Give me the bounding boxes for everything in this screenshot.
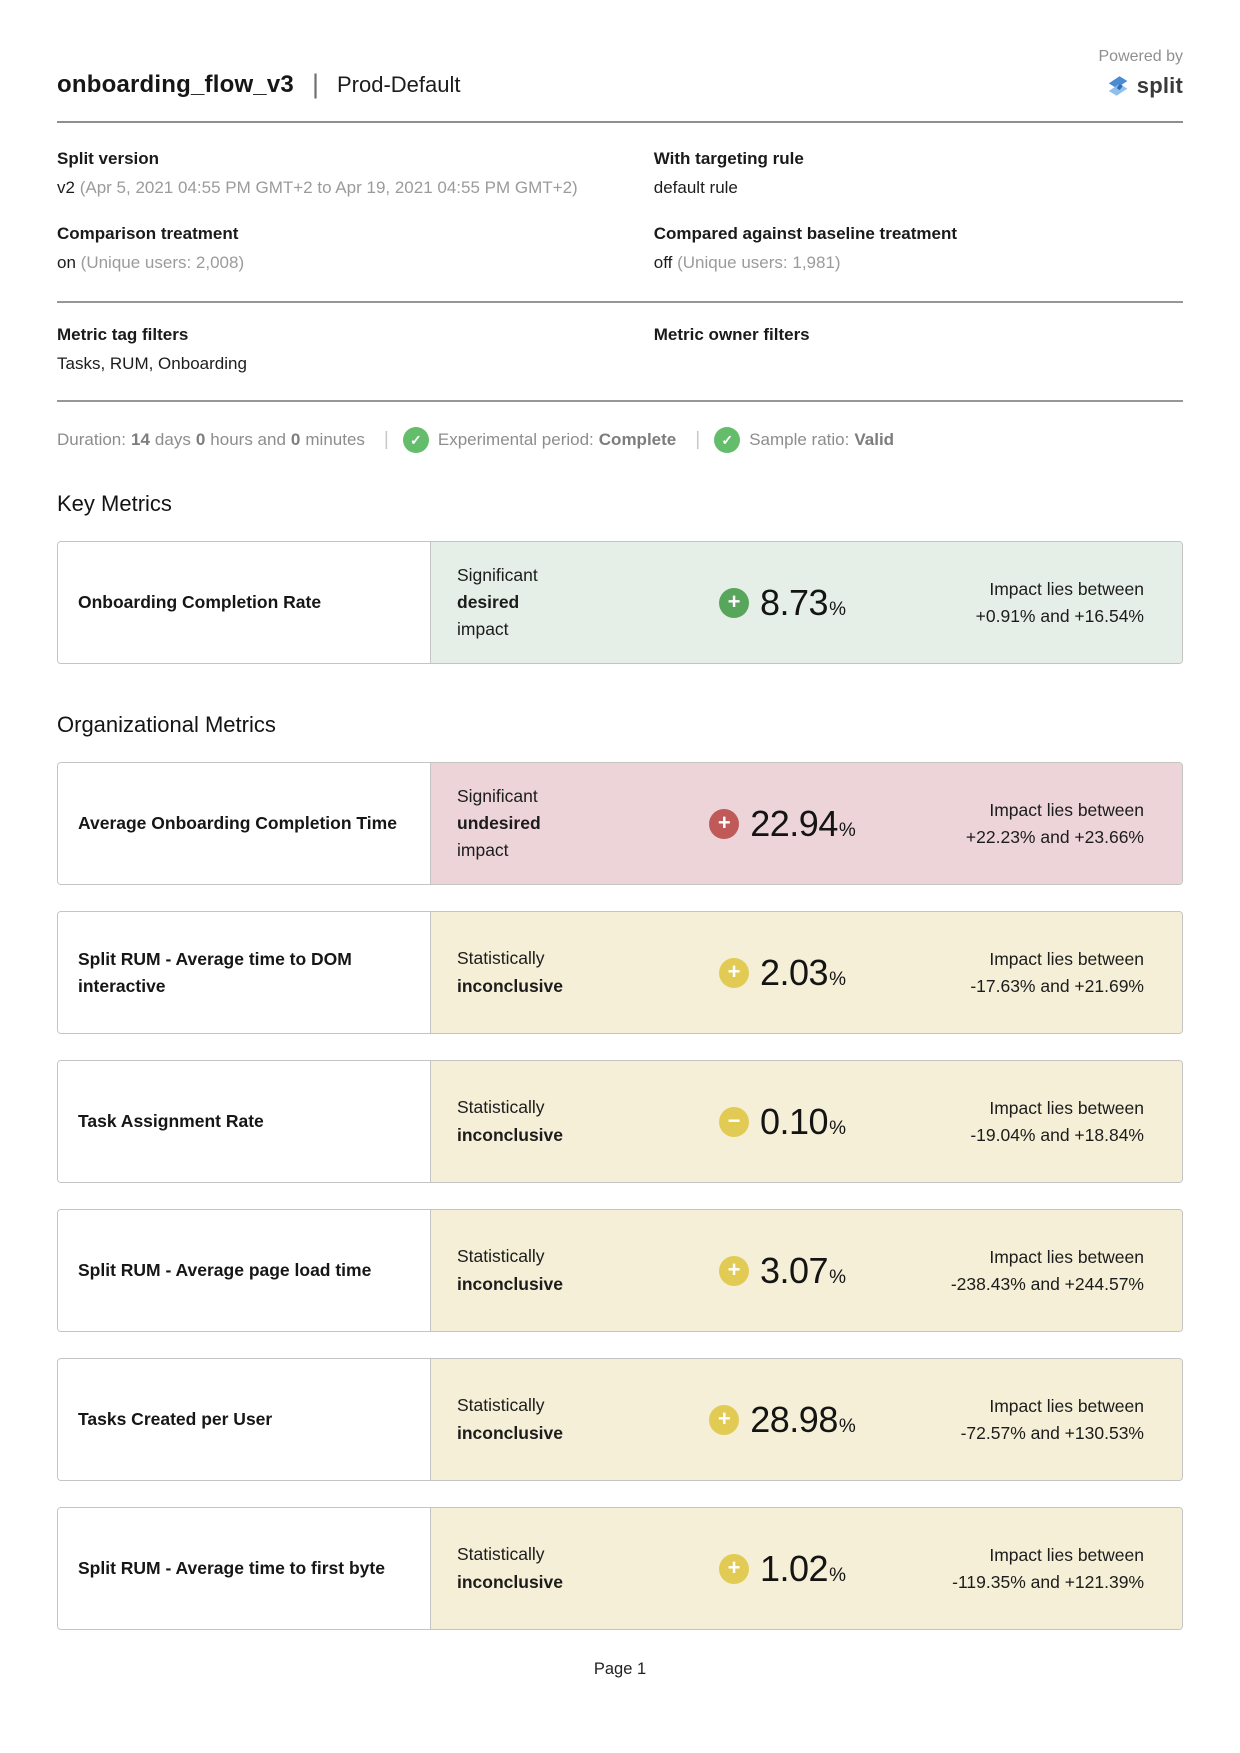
- powered-by: [1099, 48, 1184, 99]
- metric-value-group: [663, 1399, 928, 1441]
- split-name-title: onboarding_flow_v3: [57, 71, 294, 98]
- metric-status: Statistically inconclusive: [457, 1246, 564, 1294]
- metric-card: [57, 911, 1183, 1034]
- field-targeting-rule: [654, 149, 1183, 198]
- duration-minutes: 0: [290, 430, 301, 449]
- field-metric-owner-filters: [654, 325, 1183, 374]
- organizational-metrics-heading: Organizational Metrics: [57, 712, 276, 737]
- impact-range: Impact lies between -72.57% and +130.53%: [960, 1396, 1144, 1443]
- minus-icon: −: [719, 1107, 749, 1137]
- metric-card: [57, 1507, 1183, 1630]
- title-separator: |: [311, 68, 319, 99]
- sample-ratio-value: Valid: [854, 430, 895, 449]
- metric-value-group: [663, 1101, 928, 1143]
- metric-value: 1.02%: [760, 1547, 846, 1589]
- metric-value: 8.73%: [760, 581, 846, 623]
- metric-value-group: [663, 1548, 928, 1590]
- field-value: v2 (Apr 5, 2021 04:55 PM GMT+2 to Apr 19, 2021 04:55 PM GMT+2): [57, 178, 578, 197]
- field-value: on (Unique users: 2,008): [57, 253, 245, 272]
- check-icon: ✓: [714, 427, 740, 453]
- metric-status: Statistically inconclusive: [457, 1097, 564, 1145]
- impact-range: Impact lies between -19.04% and +18.84%: [970, 1098, 1144, 1145]
- impact-range: Impact lies between -17.63% and +21.69%: [970, 949, 1144, 996]
- powered-by-label: Powered by: [1098, 48, 1183, 65]
- metric-status: Significant desired impact: [457, 564, 538, 640]
- metric-card: [57, 1060, 1183, 1183]
- title-row: [57, 68, 461, 99]
- report-header: [57, 0, 1183, 123]
- metric-status: Statistically inconclusive: [457, 948, 564, 996]
- duration-days: 14: [130, 430, 150, 449]
- duration-label: Duration:: [57, 430, 126, 449]
- field-label: With targeting rule: [653, 149, 804, 168]
- environment-name: Prod-Default: [336, 72, 461, 97]
- separator: |: [383, 429, 389, 450]
- field-value: default rule: [653, 178, 738, 197]
- field-label: Split version: [57, 149, 160, 168]
- field-value: [654, 354, 1183, 374]
- metric-value: 3.07%: [760, 1249, 846, 1291]
- impact-range: Impact lies between -238.43% and +244.57%: [950, 1247, 1144, 1294]
- page-number: Page 1: [593, 1660, 647, 1678]
- metric-card: [57, 1358, 1183, 1481]
- metric-name: Split RUM - Average time to DOM interactive: [58, 912, 431, 1033]
- key-metrics-heading: Key Metrics: [57, 491, 172, 516]
- field-metric-tag-filters: [57, 325, 654, 374]
- metric-card: [57, 1209, 1183, 1332]
- metric-name: Split RUM - Average page load time: [58, 1210, 431, 1331]
- field-note: (Unique users: 1,981): [677, 253, 841, 272]
- metric-value-group: [663, 803, 928, 845]
- duration-hours: 0: [195, 430, 206, 449]
- metric-name: Tasks Created per User: [58, 1359, 431, 1480]
- metric-result: [431, 1359, 1182, 1480]
- plus-icon: +: [719, 958, 749, 988]
- impact-range: Impact lies between +22.23% and +23.66%: [965, 800, 1144, 847]
- metric-value: 0.10%: [760, 1100, 846, 1142]
- split-logo-icon: [1105, 73, 1131, 99]
- metric-value: 22.94%: [750, 802, 856, 844]
- plus-icon: +: [709, 809, 739, 839]
- brand-row: [1099, 73, 1184, 99]
- experimental-period-value: Complete: [598, 430, 677, 449]
- metric-result: [431, 542, 1182, 663]
- plus-icon: +: [719, 588, 749, 618]
- plus-icon: +: [719, 1256, 749, 1286]
- field-note: (Unique users: 2,008): [80, 253, 245, 272]
- metric-name: Task Assignment Rate: [58, 1061, 431, 1182]
- field-label: Metric tag filters: [57, 325, 189, 344]
- impact-range: Impact lies between +0.91% and +16.54%: [975, 579, 1144, 626]
- brand-name: split: [1136, 73, 1183, 98]
- check-icon: ✓: [403, 427, 429, 453]
- field-split-version: [57, 149, 654, 198]
- metric-result: [431, 1061, 1182, 1182]
- metric-value: 2.03%: [760, 951, 846, 993]
- metric-result: [431, 912, 1182, 1033]
- metric-name: Split RUM - Average time to first byte: [58, 1508, 431, 1629]
- metric-filters: [57, 303, 1183, 400]
- metric-value-group: [663, 1250, 928, 1292]
- impact-range: Impact lies between -119.35% and +121.39%: [952, 1545, 1144, 1592]
- field-baseline-treatment: [654, 224, 1183, 273]
- metric-status: Statistically inconclusive: [457, 1395, 564, 1443]
- field-label: Comparison treatment: [57, 224, 239, 243]
- experimental-period-label: Experimental period:: [437, 430, 594, 449]
- sample-ratio-label: Sample ratio:: [749, 430, 850, 449]
- field-value: off (Unique users: 1,981): [653, 253, 841, 272]
- metric-result: [431, 1210, 1182, 1331]
- separator: |: [695, 429, 701, 450]
- metric-name: Onboarding Completion Rate: [58, 542, 431, 663]
- metric-value-group: [663, 582, 928, 624]
- plus-icon: +: [719, 1554, 749, 1584]
- metric-card: [57, 762, 1183, 885]
- metric-card: [57, 541, 1183, 664]
- experiment-details: [57, 123, 1183, 301]
- field-note: (Apr 5, 2021 04:55 PM GMT+2 to Apr 19, 2021 04:55 PM GMT+2): [79, 178, 578, 197]
- plus-icon: +: [709, 1405, 739, 1435]
- field-comparison-treatment: [57, 224, 654, 273]
- metric-result: [431, 763, 1182, 884]
- experiment-status-bar: Duration: 14 days 0 hours and 0 minutes | ✓ Experimental period: Complete | ✓ Sample ratio: Valid: [57, 402, 1183, 477]
- field-label: Metric owner filters: [653, 325, 810, 344]
- metric-name: Average Onboarding Completion Time: [58, 763, 431, 884]
- metric-status: Significant undesired impact: [457, 785, 541, 861]
- metric-result: [431, 1508, 1182, 1629]
- field-value: Tasks, RUM, Onboarding: [57, 354, 247, 373]
- metric-status: Statistically inconclusive: [457, 1544, 564, 1592]
- metric-value: 28.98%: [750, 1398, 856, 1440]
- metric-value-group: [663, 952, 928, 994]
- field-label: Compared against baseline treatment: [653, 224, 958, 243]
